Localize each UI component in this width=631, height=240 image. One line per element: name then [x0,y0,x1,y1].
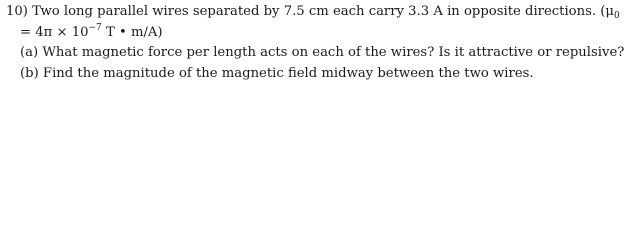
physics-problem [6,2,628,84]
question-part-b: (b) Find the magnitude of the magnetic field midway between the two wires. [20,65,534,81]
permeability-exponent: −7 [88,22,102,33]
problem-statement-line1 [6,2,628,23]
problem-statement-text: 10) Two long parallel wires separated by 7.5 cm each carry 3.3 A in opposite directions. (μ [6,4,614,19]
question-part-a: (a) What magnetic force per length acts on each of the wires? Is it attractive or repulsive? [20,45,625,60]
permeability-prefix: = 4π × 10 [20,24,89,40]
permeability-constant [6,23,628,44]
mu-subscript: 0 [613,11,620,21]
permeability-units: T • m/A) [101,24,163,40]
